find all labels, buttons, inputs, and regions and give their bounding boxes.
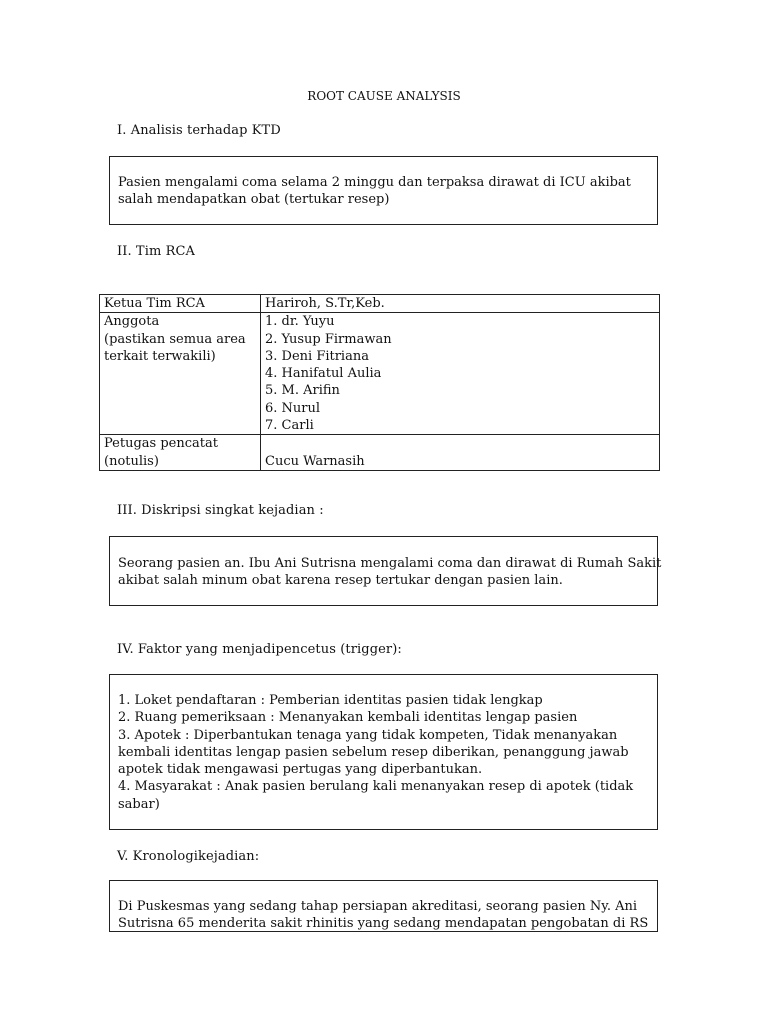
row-label: Ketua Tim RCA bbox=[104, 296, 205, 311]
row-label: terkait terwakili) bbox=[104, 348, 216, 364]
rca-team-table bbox=[99, 294, 660, 471]
section-4-line: apotek tidak mengawasi pertugas yang diperbantukan. bbox=[118, 762, 483, 778]
member-item: 6. Nurul bbox=[265, 400, 321, 416]
section-1-line: Pasien mengalami coma selama 2 minggu dan terpaksa dirawat di ICU akibat bbox=[118, 175, 631, 190]
section-4-line: 4. Masyarakat : Anak pasien berulang kali menanyakan resep di apotek (tidak bbox=[118, 779, 634, 795]
section-4-line: sabar) bbox=[118, 796, 160, 812]
table-row bbox=[100, 313, 660, 435]
member-item: 3. Deni Fitriana bbox=[265, 348, 369, 364]
row-value: Cucu Warnasih bbox=[265, 453, 365, 469]
section-3-line: Seorang pasien an. Ibu Ani Sutrisna mengalami coma dan dirawat di Rumah Sakit bbox=[118, 556, 662, 571]
table-cell-value bbox=[261, 313, 660, 435]
table-cell-label bbox=[100, 435, 261, 471]
section-5-line: Di Puskesmas yang sedang tahap persiapan akreditasi, seorang pasien Ny. Ani bbox=[118, 899, 638, 914]
section-5-line: Sutrisna 65 menderita sakit rhinitis yang sedang mendapatan pengobatan di RS bbox=[118, 916, 649, 932]
table-cell-label bbox=[100, 295, 261, 313]
section-1-heading: I. Analisis terhadap KTD bbox=[117, 123, 281, 138]
section-5-heading: V. Kronologikejadian: bbox=[117, 849, 260, 864]
section-4-heading: IV. Faktor yang menjadipencetus (trigger): bbox=[117, 642, 402, 657]
table-row bbox=[100, 435, 660, 471]
row-label: Petugas pencatat bbox=[104, 436, 218, 452]
row-label: Anggota bbox=[104, 314, 160, 330]
section-4-line: kembali identitas lengap pasien sebelum resep diberikan, penanggung jawab bbox=[118, 744, 629, 760]
member-item: 1. dr. Yuyu bbox=[265, 314, 335, 330]
table-cell-value bbox=[261, 295, 660, 313]
table-row bbox=[100, 295, 660, 313]
section-1-line: salah mendapatkan obat (tertukar resep) bbox=[118, 192, 390, 208]
row-value: Hariroh, S.Tr,Keb. bbox=[265, 296, 385, 311]
member-item: 5. M. Arifin bbox=[265, 383, 340, 399]
member-item: 2. Yusup Firmawan bbox=[265, 331, 392, 347]
row-label: (pastikan semua area bbox=[104, 331, 246, 347]
member-item: 7. Carli bbox=[265, 418, 314, 434]
page-title: ROOT CAUSE ANALYSIS bbox=[307, 89, 461, 103]
section-3-heading: III. Diskripsi singkat kejadian : bbox=[117, 503, 324, 518]
section-4-line: 1. Loket pendaftaran : Pemberian identitas pasien tidak lengkap bbox=[118, 693, 543, 708]
section-4-line: 2. Ruang pemeriksaan : Menanyakan kembali identitas lengap pasien bbox=[118, 710, 578, 726]
section-3-line: akibat salah minum obat karena resep tertukar dengan pasien lain. bbox=[118, 573, 563, 589]
section-5-box bbox=[109, 880, 658, 932]
table-cell-value bbox=[261, 435, 660, 471]
row-label: (notulis) bbox=[104, 453, 159, 469]
section-2-heading: II. Tim RCA bbox=[117, 244, 196, 259]
section-4-line: 3. Apotek : Diperbantukan tenaga yang tidak kompeten, Tidak menanyakan bbox=[118, 727, 618, 743]
section-4-box bbox=[109, 674, 658, 830]
section-3-box bbox=[109, 536, 662, 606]
table-cell-label bbox=[100, 313, 261, 435]
section-1-box bbox=[109, 156, 658, 225]
member-item: 4. Hanifatul Aulia bbox=[265, 366, 382, 382]
